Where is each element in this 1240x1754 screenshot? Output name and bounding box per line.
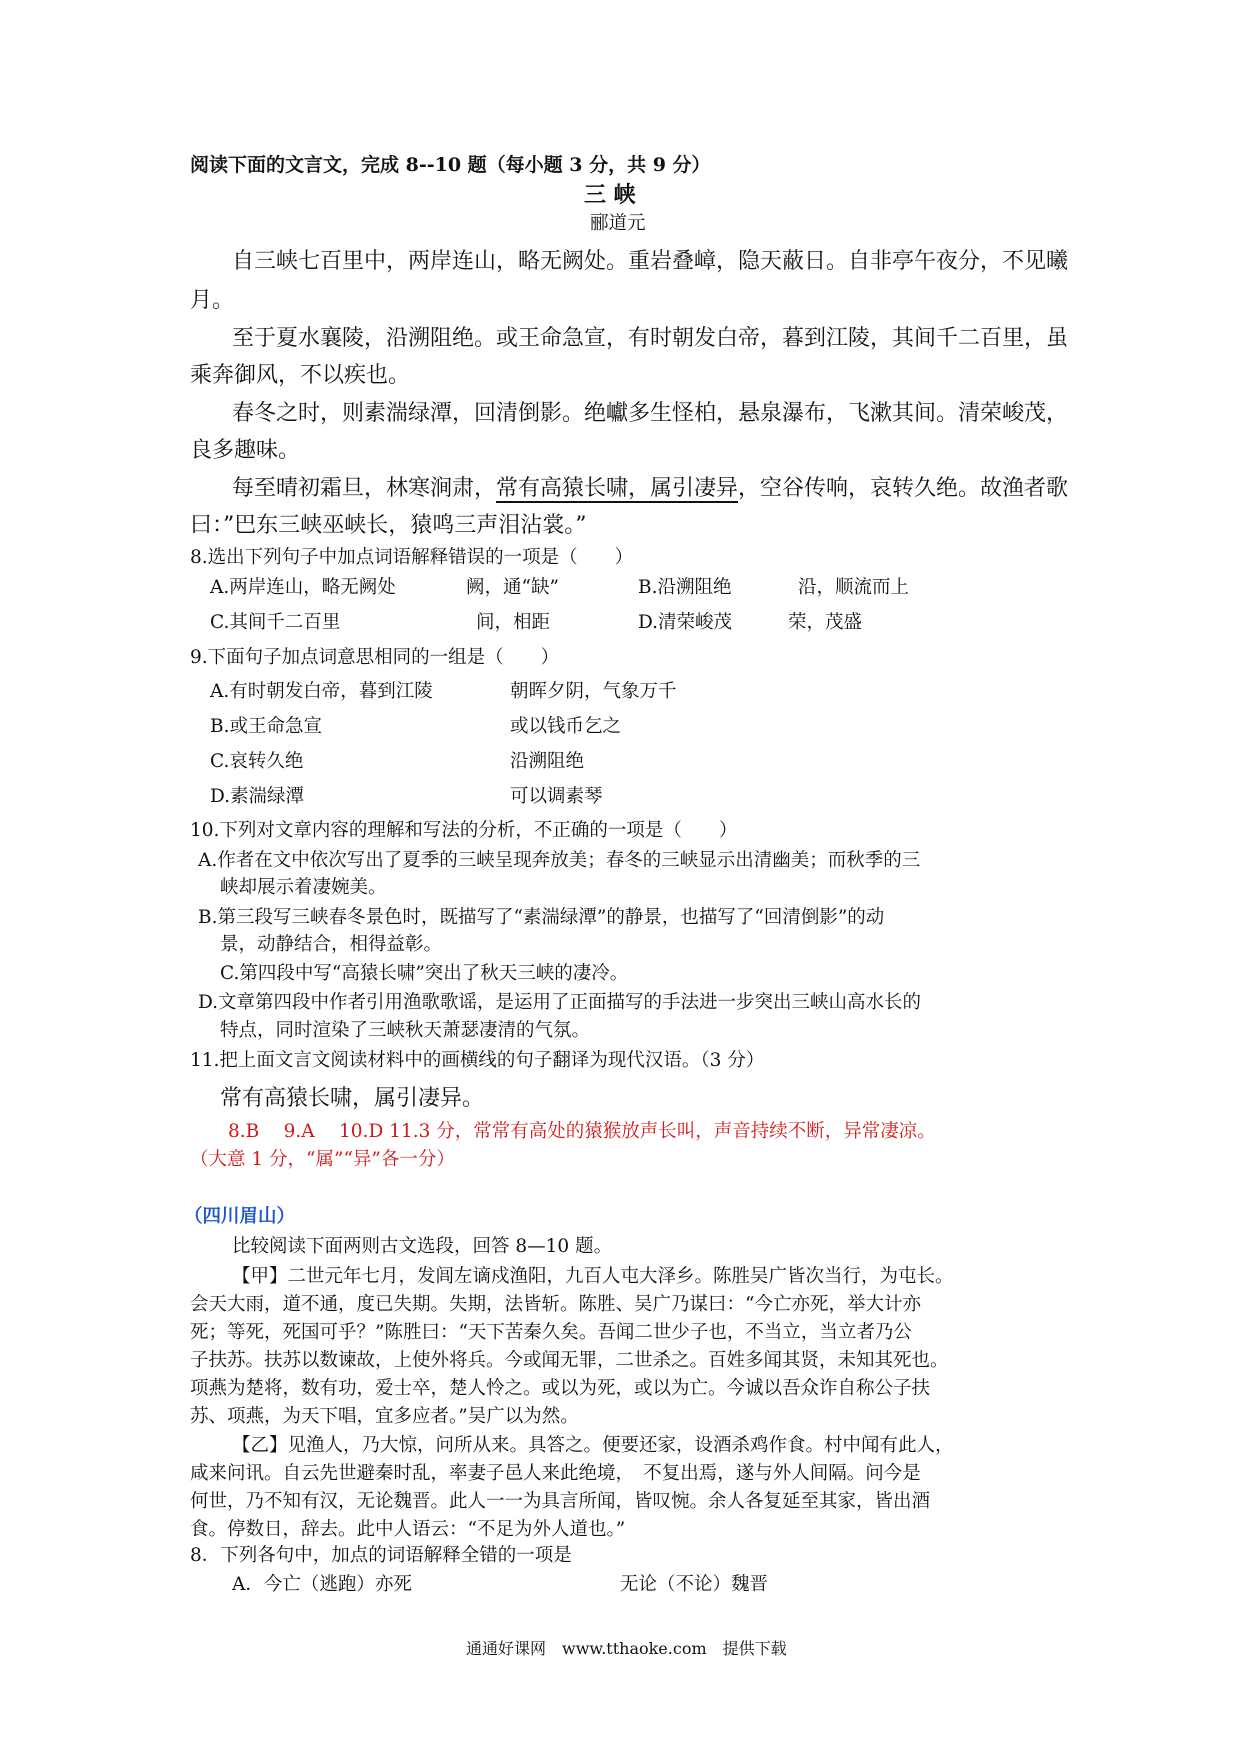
q9-option-a: A.有时朝发白帝，暮到江陵 — [210, 681, 433, 702]
q10-option-b-line2: 景，动静结合，相得益彰。 — [220, 934, 443, 955]
q10-option-a-line2: 峡却展示着凄婉美。 — [220, 877, 387, 898]
q9-stem: 9.下面句子加点词意思相同的一组是（ ） — [190, 647, 560, 668]
q8-option-c: C.其间千二百里 — [210, 612, 341, 633]
q11-sentence: 常有高猿长啸，属引凄异。 — [220, 1086, 485, 1111]
page-footer: 通通好课网 www.tthaoke.com 提供下载 — [466, 1639, 787, 1658]
q8-option-d: D.清荣峻茂 — [638, 612, 733, 633]
answer-key-line2: （大意 1 分，“属”“异”各一分） — [190, 1149, 455, 1170]
section2-q8-option-a2: 无论（不论）魏晋 — [620, 1574, 769, 1595]
passage-p2-line2: 乘奔御风，不以疾也。 — [190, 363, 411, 388]
passage-jia-line2: 会天大雨，道不通，度已失期。失期，法皆斩。陈胜、吴广乃谋曰：“今亡亦死，举大计亦 — [190, 1294, 921, 1315]
q9-option-b: B.或王命急宣 — [210, 716, 322, 737]
section2-q8-stem: 8．下列各句中，加点的词语解释全错的一项是 — [190, 1545, 572, 1566]
p4-text-a: 每至晴初霜旦，林寒涧肃， — [232, 476, 497, 501]
section2-source: （四川眉山） — [184, 1206, 296, 1227]
p4-text-b: ，空谷传响，哀转久绝。故渔者歌 — [738, 476, 1069, 501]
passage-p1-line2: 月。 — [190, 288, 235, 313]
passage-yi-line2: 咸来问讯。自云先世避秦时乱，率妻子邑人来此绝境， 不复出焉，遂与外人间隔。问今是 — [190, 1463, 921, 1484]
q8-stem: 8.选出下列句子中加点词语解释错误的一项是（ ） — [190, 547, 634, 568]
q8-option-a: A.两岸连山，略无阙处 — [210, 577, 396, 598]
q9-option-c: C.哀转久绝 — [210, 751, 304, 772]
q9-option-c-pair: 沿溯阻绝 — [510, 751, 585, 772]
passage-p1-line1: 自三峡七百里中，两岸连山，略无阙处。重岩叠嶂，隐天蔽日。自非亭午夜分，不见曦 — [232, 249, 1069, 274]
q8-option-c-note: 间，相距 — [476, 612, 551, 633]
underlined-sentence: 常有高猿长啸，属引凄异 — [496, 476, 739, 501]
answer-key-line1: 8.B 9.A 10.D 11.3 分，常常有高处的猿猴放声长叫，声音持续不断，异常凄凉。 — [228, 1121, 936, 1142]
q10-option-d-line2: 特点，同时渲染了三峡秋天萧瑟凄清的气氛。 — [220, 1020, 591, 1041]
passage-p2-line1: 至于夏水襄陵，沿溯阻绝。或王命急宣，有时朝发白帝，暮到江陵，其间千二百里，虽 — [232, 326, 1069, 351]
passage-jia-line3: 死；等死，死国可乎？”陈胜曰：“天下苦秦久矣。吾闻二世少子也，不当立，当立者乃公 — [190, 1322, 912, 1343]
q9-option-b-pair: 或以钱币乞之 — [510, 716, 622, 737]
q9-option-a-pair: 朝晖夕阴，气象万千 — [510, 681, 677, 702]
passage-yi-line3: 何世，乃不知有汉，无论魏晋。此人一一为具言所闻，皆叹惋。余人各复延至其家，皆出酒 — [190, 1491, 931, 1512]
section-heading: 阅读下面的文言文，完成 8--10 题（每小题 3 分，共 9 分） — [190, 154, 711, 176]
q9-option-d-pair: 可以调素琴 — [510, 786, 603, 807]
q10-stem: 10.下列对文章内容的理解和写法的分析，不正确的一项是（ ） — [190, 820, 738, 841]
q10-option-b-line1: B.第三段写三峡春冬景色时，既描写了“素湍绿潭”的静景，也描写了“回清倒影”的动 — [198, 907, 885, 928]
q10-option-d-line1: D.文章第四段中作者引用渔歌歌谣，是运用了正面描写的手法进一步突出三峡山高水长的 — [198, 992, 922, 1013]
q8-option-a-note: 阙，通“缺” — [466, 577, 559, 598]
passage-p4-line2: 曰：”巴东三峡巫峡长，猿鸣三声泪沾裳。” — [190, 513, 587, 538]
passage-author: 郦道元 — [590, 213, 646, 234]
passage-jia-line1: 【甲】二世元年七月，发闾左谪戍渔阳，九百人屯大泽乡。陈胜吴广皆次当行，为屯长。 — [232, 1266, 954, 1287]
passage-jia-line5: 项燕为楚将，数有功，爱士卒，楚人怜之。或以为死，或以为亡。今诚以吾众诈自称公子扶 — [190, 1378, 931, 1399]
q10-option-a-line1: A.作者在文中依次写出了夏季的三峡呈现奔放美；春冬的三峡显示出清幽美；而秋季的三 — [198, 850, 921, 871]
passage-p3-line1: 春冬之时，则素湍绿潭，回清倒影。绝巘多生怪柏，悬泉瀑布，飞漱其间。清荣峻茂， — [232, 401, 1069, 426]
passage-p4-line1 — [232, 471, 1068, 502]
passage-title: 三 峡 — [584, 182, 636, 208]
passage-jia-line6: 苏、项燕，为天下唱，宜多应者。”吴广以为然。 — [190, 1406, 579, 1427]
section2-intro: 比较阅读下面两则古文选段，回答 8—10 题。 — [232, 1236, 613, 1257]
q8-option-d-note: 荣，茂盛 — [788, 612, 863, 633]
q8-option-b: B.沿溯阻绝 — [638, 577, 732, 598]
passage-jia-line4: 子扶苏。扶苏以数谏故，上使外将兵。今或闻无罪，二世杀之。百姓多闻其贤，未知其死也。 — [190, 1350, 949, 1371]
q11-stem: 11.把上面文言文阅读材料中的画横线的句子翻译为现代汉语。（3 分） — [190, 1050, 765, 1071]
passage-yi-line4: 食。停数日，辞去。此中人语云：“不足为外人道也。” — [190, 1519, 626, 1540]
passage-p3-line2: 良多趣味。 — [190, 438, 301, 463]
q8-option-b-note: 沿，顺流而上 — [798, 577, 910, 598]
q9-option-d: D.素湍绿潭 — [210, 786, 305, 807]
q10-option-c: C.第四段中写“高猿长啸”突出了秋天三峡的凄冷。 — [220, 963, 629, 984]
section2-q8-option-a: A．今亡（逃跑）亦死 — [232, 1574, 412, 1595]
passage-yi-line1: 【乙】见渔人，乃大惊，问所从来。具答之。便要还家，设酒杀鸡作食。村中闻有此人， — [232, 1435, 954, 1456]
